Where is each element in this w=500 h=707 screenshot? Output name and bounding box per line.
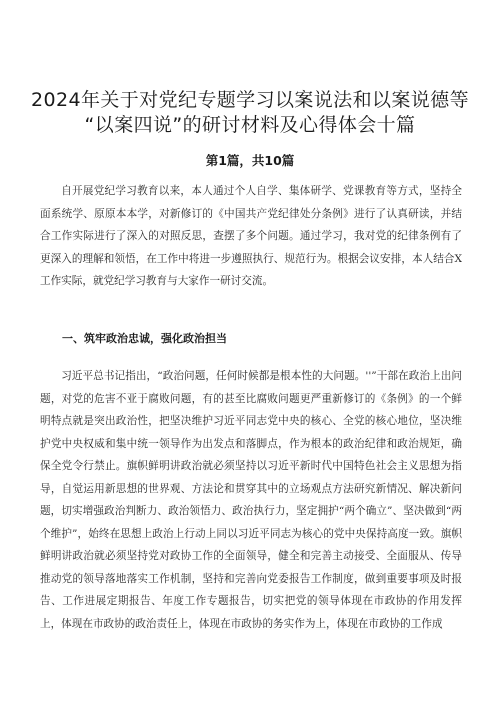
document-title-line-1: 2024年关于对党纪专题学习以案说法和以案说德等 [31, 89, 469, 111]
document-title [30, 88, 470, 138]
paragraph-section-1: 习近平总书记指出，“政治问题，任何时候都是根本性的大问题。''”干部在政治上出问题，对党的危害不亚于腐败问题，有的甚至比腐败问题更严重新修订的《条例》的一个鲜明特点就是突出政治性，把坚决维护习近平同志党中央的核心、全党的核心地位，坚决维护党中央权威和集中统一领导作为出发点和落脚点，作为根本的政治纪律和政治规矩，确保全党令行禁止。旗帜鲜明讲政治就必须坚持以习近平新时代中国特色社会主义思想为指导，自觉运用新思想的世界观、方法论和贯穿其中的立场观点方法研究新情况、解决新问题，切实增强政治判断力、政治领悟力、政治执行力，坚定拥护“两个确立”、坚决做到“两个维护”，始终在思想上政治上行动上同以习近平同志为核心的党中央保持高度一致。旗帜鲜明讲政治就必须坚持党对政协工作的全面领导，健全和完善主动接受、全面服从、传导推动党的领导落地落实工作机制，坚持和完善向党委报告工作制度，做到重要事项及时报告、工作进展定期报告、年度工作专题报告，切实把党的领导体现在市政协的作用发挥上，体现在市政协的政治责任上，体现在市政协的务实作为上，体现在市政协的工作成 [40, 370, 462, 630]
document-title-line-2: “以案四说”的研讨材料及心得体会十篇 [84, 114, 416, 136]
paragraph-intro: 自开展党纪学习教育以来，本人通过个人自学、集体研学、党课教育等方式，坚持全面系统学、原原本本学，对新修订的《中国共产党纪律处分条例》进行了认真研读，并结合工作实际进行了深入的对照反思，查摆了多个问题。通过学习，我对党的纪律条例有了更深入的理解和领悟，在工作中将进一步遵照执行、规范行为。根据会议安排，本人结合X工作实际，就党纪学习教育与大家作一研讨交流。 [40, 185, 462, 287]
section-heading-1: 一、筑牢政治忠诚，强化政治担当 [62, 332, 227, 345]
part-heading: 第1篇，共10篇 [205, 153, 295, 168]
